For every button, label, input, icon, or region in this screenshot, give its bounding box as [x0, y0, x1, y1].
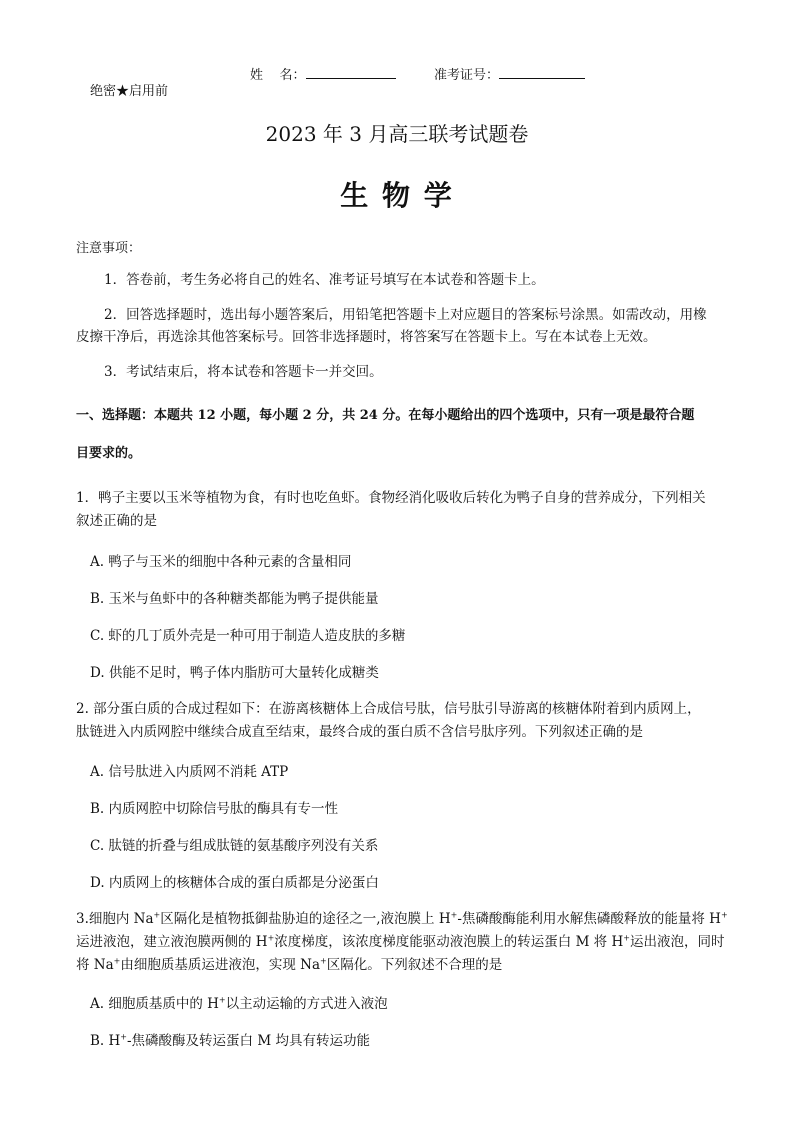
name-label: 姓 名：	[250, 68, 306, 83]
option-a	[90, 992, 388, 1012]
option-c: C. 虾的几丁质外壳是一种可用于制造人造皮肤的多糖	[90, 628, 406, 644]
secret-label: 绝密★启用前	[90, 84, 169, 99]
stem-text: 3.细胞内 Na	[76, 911, 154, 927]
superscript: +	[623, 933, 630, 943]
stem-text: 运出液泡，同时	[629, 934, 725, 950]
stem-text: 浓度梯度，该浓度梯度能驱动液泡膜上的转运蛋白 M 将 H	[274, 934, 624, 950]
superscript: +	[218, 995, 226, 1005]
superscript: +	[267, 933, 275, 943]
superscript: +	[153, 910, 161, 920]
section-heading: 一、选择题：本题共 12 小题，每小题 2 分，共 24 分。在每小题给出的四个选项中，只有一项是最符合题	[76, 408, 695, 423]
section-heading-continued: 目要求的。	[76, 446, 142, 461]
stem-text: -焦磷酸酶能利用水解焦磷酸释放的能量将 H	[457, 911, 721, 927]
note-item: 1．答卷前，考生务必将自己的姓名、准考证号填写在本试卷和答题卡上。	[104, 272, 545, 288]
exam-id-label: 准考证号：	[434, 68, 500, 83]
exam-id-blank	[499, 66, 585, 79]
superscript: +	[450, 910, 458, 920]
stem-text: 运进液泡，建立液泡膜两侧的 H	[76, 934, 268, 950]
option-a: A. 鸭子与玉米的细胞中各种元素的含量相同	[90, 554, 352, 570]
stem-text: 将 Na	[76, 957, 114, 973]
question-stem-continued	[76, 955, 502, 975]
note-item-continued: 皮擦干净后，再选涂其他答案标号。回答非选择题时，将答案写在答题卡上。写在本试卷上无效。	[76, 329, 657, 345]
stem-text: 由细胞质基质运进液泡，实现 Na	[120, 957, 321, 973]
question-stem-continued	[76, 932, 724, 952]
stem-text: 区隔化。下列叙述不合理的是	[326, 957, 503, 973]
option-d: D. 供能不足时，鸭子体内脂肪可大量转化成糖类	[90, 665, 379, 681]
stem-text: 区隔化是植物抵御盐胁迫的途径之一,液泡膜上 H	[160, 911, 451, 927]
option-b: B. 内质网腔中切除信号肽的酶具有专一性	[90, 801, 339, 817]
option-c: C. 肽链的折叠与组成肽链的氨基酸序列没有关系	[90, 838, 379, 854]
subject-title: 生 物 学	[340, 179, 454, 212]
note-item: 3．考试结束后，将本试卷和答题卡一并交回。	[104, 364, 383, 380]
option-d: D. 内质网上的核糖体合成的蛋白质都是分泌蛋白	[90, 875, 379, 891]
option-b	[90, 1029, 370, 1049]
superscript: +	[320, 956, 327, 966]
superscript: +	[113, 956, 121, 966]
exam-title: 2023 年 3 月高三联考试题卷	[265, 122, 529, 146]
question-stem: 1．鸭子主要以玉米等植物为食，有时也吃鱼虾。食物经消化吸收后转化为鸭子自身的营养成分，下列相关	[76, 490, 706, 506]
option-text: -焦磷酸酶及转运蛋白 M 均具有转运功能	[126, 1033, 370, 1049]
option-a: A. 信号肽进入内质网不消耗 ATP	[90, 764, 289, 780]
option-b: B. 玉米与鱼虾中的各种糖类都能为鸭子提供能量	[90, 591, 379, 607]
question-stem: 2. 部分蛋白质的合成过程如下：在游离核糖体上合成信号肽，信号肽引导游离的核糖体附着到内质网上，	[76, 701, 701, 717]
exam-id-field	[434, 64, 585, 83]
name-blank	[306, 66, 396, 79]
option-text: A. 细胞质基质中的 H	[90, 996, 219, 1012]
option-text: 以主动运输的方式进入液泡	[225, 996, 388, 1012]
question-stem	[76, 909, 728, 929]
superscript: +	[720, 910, 728, 920]
option-text: B. H	[90, 1033, 121, 1049]
question-stem-continued: 叙述正确的是	[76, 513, 157, 529]
question-stem-continued: 肽链进入内质网腔中继续合成直至结束，最终合成的蛋白质不含信号肽序列。下列叙述正确的是	[76, 724, 643, 740]
superscript: +	[120, 1032, 127, 1042]
notes-heading: 注意事项：	[76, 241, 142, 256]
note-item: 2．回答选择题时，选出每小题答案后，用铅笔把答题卡上对应题目的答案标号涂黑。如需改动，用橡	[104, 307, 707, 323]
name-field	[250, 64, 396, 83]
